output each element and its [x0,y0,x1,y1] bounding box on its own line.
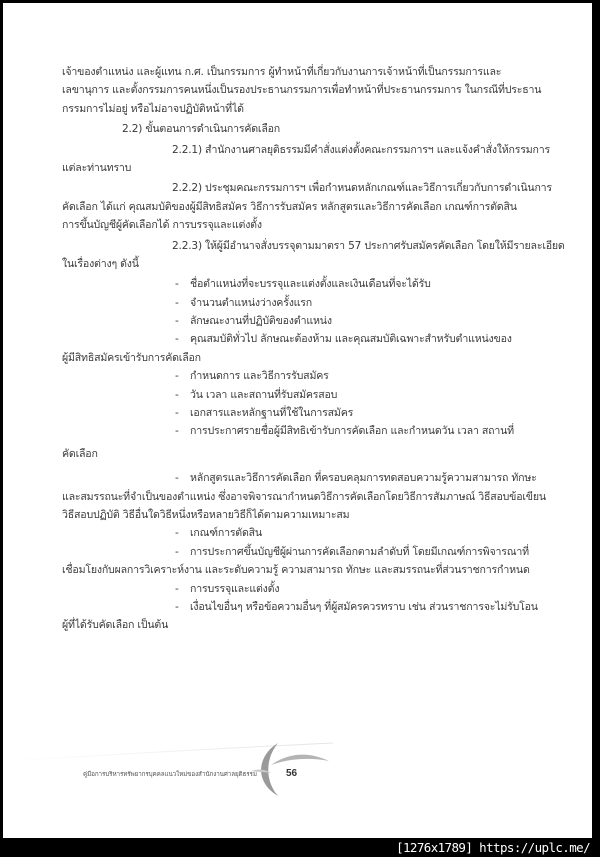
bullet-dash: - [175,600,179,613]
list-item [62,543,550,580]
list-item [62,275,550,293]
list-item-text: เงื่อนไขอื่นๆ หรือข้อความอื่นๆ ที่ผู้สมัครควรทราบ เช่น ส่วนราชการจะไม่รับโอน [190,600,538,613]
bullet-dash: - [175,315,179,328]
bullet-dash: - [175,472,179,485]
text-line: แต่ละท่านทราบ [62,161,132,174]
bullet-dash: - [175,425,179,438]
list-item-continuation: เชื่อมโยงกับผลการวิเคราะห์งาน และระดับความรู้ ความสามารถ ทักษะ และสมรรถนะที่ส่วนราชการกำหนด [62,564,530,577]
list-item-text: กำหนดการ และวิธีการรับสมัคร [190,370,329,383]
list-item [62,524,550,542]
list-item-text: การบรรจุและแต่งตั้ง [190,582,280,595]
text-line: ในเรื่องต่างๆ ดังนี้ [62,257,139,270]
list-item-continuation: และสมรรถนะที่จำเป็นของตำแหน่ง ซึ่งอาจพิจารณากำหนดวิธีการคัดเลือกโดยวิธีการสัมภาษณ์ วิธีสอบข้อเขียน [62,490,546,503]
text-line: 2.2.1) สำนักงานศาลยุติธรรมมีคำสั่งแต่งตั้งคณะกรรมการฯ และแจ้งคำสั่งให้กรรมการ [172,143,550,156]
list-item-text: เอกสารและหลักฐานที่ใช้ในการสมัคร [190,407,354,420]
bullet-dash: - [175,296,179,309]
list-item-continuation: ผู้ที่ได้รับคัดเลือก เป็นต้น [62,619,169,632]
list-item-text: จำนวนตำแหน่งว่างครั้งแรก [190,296,312,309]
text-line: กรรมการไม่อยู่ หรือไม่อาจปฏิบัติหน้าที่ได้ [62,102,244,115]
text-line: เจ้าของตำแหน่ง และผู้แทน ก.ศ. เป็นกรรมการ ผู้ทำหน้าที่เกี่ยวกับงานการเจ้าหน้าที่เป็นกรรมการและ [62,66,502,78]
section-heading-2-2: 2.2) ขั้นตอนการดำเนินการคัดเลือก [122,123,281,136]
paragraph-committee [62,63,550,118]
list-item-continuation: วิธีสอบปฏิบัติ วิธีอื่นใดวิธีหนึ่งหรือหลายวิธีก็ได้ตามความเหมาะสม [62,508,350,521]
paragraph-2-2-3 [62,237,565,274]
image-watermark: [1276x1789] https://uplc.me/ [396,840,590,855]
list-item-text: ชื่อตำแหน่งที่จะบรรจุและแต่งตั้งและเงินเดือนที่จะได้รับ [190,278,431,291]
list-item [62,330,550,367]
bullet-list [62,275,550,634]
list-item [62,386,550,404]
list-item-text: วัน เวลา และสถานที่รับสมัครสอบ [190,388,338,401]
list-item-text: การประกาศขึ้นบัญชีผู้ผ่านการคัดเลือกตามลำดับที่ โดยมีเกณฑ์การพิจารณาที่ [190,545,529,558]
bullet-dash: - [175,278,179,291]
text-line: 2.2.2) ประชุมคณะกรรมการฯ เพื่อกำหนดหลักเกณฑ์และวิธีการเกี่ยวกับการดำเนินการ [172,182,552,195]
document-page [3,3,592,838]
bullet-dash: - [175,527,179,540]
bullet-dash: - [175,582,179,595]
bullet-dash: - [175,333,179,346]
document-body [62,63,565,635]
list-item-continuation: ผู้มีสิทธิสมัครเข้ารับการคัดเลือก [62,351,201,364]
paragraph-2-2-2 [62,179,550,234]
list-item [62,422,550,463]
bullet-dash: - [175,388,179,401]
list-item-text: การประกาศรายชื่อผู้มีสิทธิเข้ารับการคัดเลือก และกำหนดวัน เวลา สถานที่ [190,425,514,438]
list-item [62,469,550,524]
list-item-continuation: คัดเลือก [62,447,98,460]
list-item [62,580,550,598]
text-line: การขึ้นบัญชีผู้คัดเลือกได้ การบรรจุและแต่งตั้ง [62,219,262,232]
list-item [62,294,550,312]
list-item-text: คุณสมบัติทั่วไป ลักษณะต้องห้าม และคุณสมบัติเฉพาะสำหรับตำแหน่งของ [190,333,512,346]
list-item [62,598,550,635]
bullet-dash: - [175,545,179,558]
bullet-dash: - [175,407,179,420]
list-item [62,367,550,385]
list-item-text: หลักสูตรและวิธีการคัดเลือก ที่ครอบคลุมการทดสอบความรู้ความสามารถ ทักษะ [190,472,537,485]
list-item [62,404,550,422]
paragraph-2-2-1 [62,141,550,178]
list-item-text: ลักษณะงานที่ปฏิบัติของตำแหน่ง [190,315,332,328]
bullet-dash: - [175,370,179,383]
page-number: 56 [286,768,298,779]
footer-title: คู่มือการบริหารทรัพยากรบุคคลแนวใหม่ของสำนักงานศาลยุติธรรม [83,771,257,778]
text-line: เลขานุการ และตั้งกรรมการคนหนึ่งเป็นรองประธานกรรมการเพื่อทำหน้าที่ประธานกรรมการ ในกรณีที่ประธาน [62,84,542,97]
text-line: 2.2.3) ให้ผู้มีอำนาจสั่งบรรจุตามมาตรา 57 ประกาศรับสมัครคัดเลือก โดยให้มีรายละเอียด [172,239,565,252]
text-line: คัดเลือก ได้แก่ คุณสมบัติของผู้มีสิทธิสมัคร วิธีการรับสมัคร หลักสูตรและวิธีการคัดเลือก เกณฑ์การตัดสิน [62,200,517,213]
list-item-text: เกณฑ์การตัดสิน [190,527,262,540]
list-item [62,312,550,330]
